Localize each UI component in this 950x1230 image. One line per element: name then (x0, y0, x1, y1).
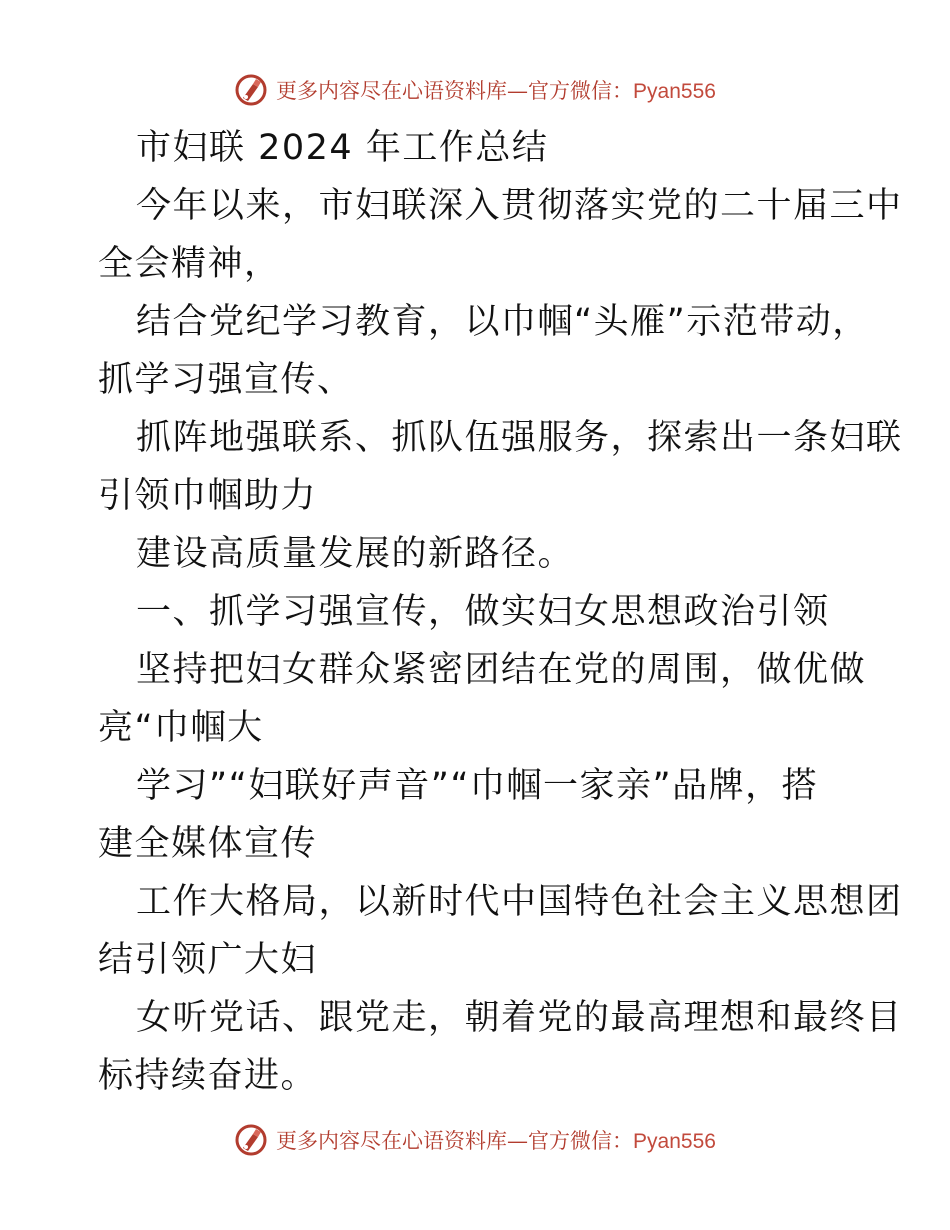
paragraph-line: 建设高质量发展的新路径。 (136, 534, 575, 574)
paragraph-line: 女听党话、跟党走，朝着党的最高理想和最终目 (136, 998, 903, 1038)
watermark-text (276, 75, 716, 105)
watermark-wechat-id: Pyan556 (633, 1130, 716, 1153)
watermark-text (276, 1125, 716, 1155)
watermark-footer (0, 1120, 950, 1160)
paragraph-line: 结引领广大妇 (98, 940, 318, 980)
section-heading: 一、抓学习强宣传，做实妇女思想政治引领 (136, 592, 830, 632)
paragraph-line: 标持续奋进。 (98, 1056, 318, 1096)
paragraph-line: 学习”“妇联好声音”“巾帼一家亲”品牌，搭 (136, 766, 819, 806)
paragraph-line: 全会精神， (98, 244, 281, 284)
paragraph-line: 坚持把妇女群众紧密团结在党的周围，做优做 (136, 650, 867, 690)
watermark-text-cn: 更多内容尽在心语资料库—官方微信： (276, 1129, 634, 1153)
paragraph-line: 亮“巾帼大 (98, 708, 264, 748)
paragraph-line: 引领巾帼助力 (98, 476, 318, 516)
watermark-text-cn: 更多内容尽在心语资料库—官方微信： (276, 79, 634, 103)
paragraph-line: 工作大格局，以新时代中国特色社会主义思想团 (136, 882, 903, 922)
paragraph-line: 今年以来，市妇联深入贯彻落实党的二十届三中 (136, 186, 903, 226)
paragraph-line: 建全媒体宣传 (98, 824, 318, 864)
paragraph-line: 结合党纪学习教育，以巾帼“头雁”示范带动， (136, 302, 869, 342)
pen-nib-logo-icon (234, 73, 268, 107)
watermark-header (0, 70, 950, 110)
paragraph-line: 抓学习强宣传、 (98, 360, 354, 400)
pen-nib-logo-icon (234, 1123, 268, 1157)
watermark-wechat-id: Pyan556 (633, 80, 716, 103)
document-title: 市妇联 2024 年工作总结 (136, 128, 549, 168)
paragraph-line: 抓阵地强联系、抓队伍强服务，探索出一条妇联 (136, 418, 903, 458)
